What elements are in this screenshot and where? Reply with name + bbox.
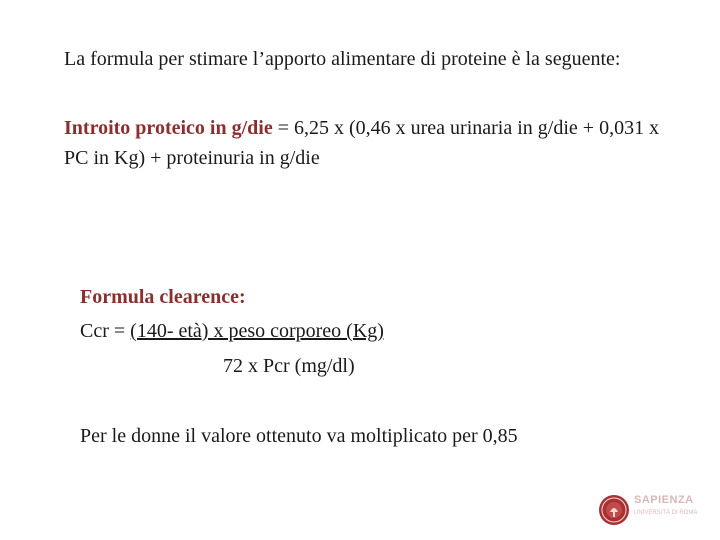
clearance-formula [80,316,384,346]
clearance-numerator: (140- età) x peso corporeo (Kg) [130,320,384,342]
university-logo [598,492,698,528]
protein-intake-label: Introito proteico in g/die [64,117,273,139]
seal-icon [598,494,630,526]
logo-name: SAPIENZA [634,494,694,506]
protein-intake-formula [64,113,674,173]
protein-intake-expression: = 6,25 x (0,46 x urea urinaria in g/die + 0,031 x PC in Kg) + proteinuria in g/die [64,117,660,169]
clearance-title: Formula clearence: [80,286,246,308]
clearance-denominator: 72 x Pcr (mg/dl) [223,355,355,377]
female-correction-note: Per le donne il valore ottenuto va moltiplicato per 0,85 [80,425,518,447]
clearance-lhs: Ccr = [80,320,131,342]
logo-subtitle: UNIVERSITÀ DI ROMA [634,510,698,516]
intro-text: La formula per stimare l’apporto alimentare di proteine è la seguente: [64,48,621,70]
